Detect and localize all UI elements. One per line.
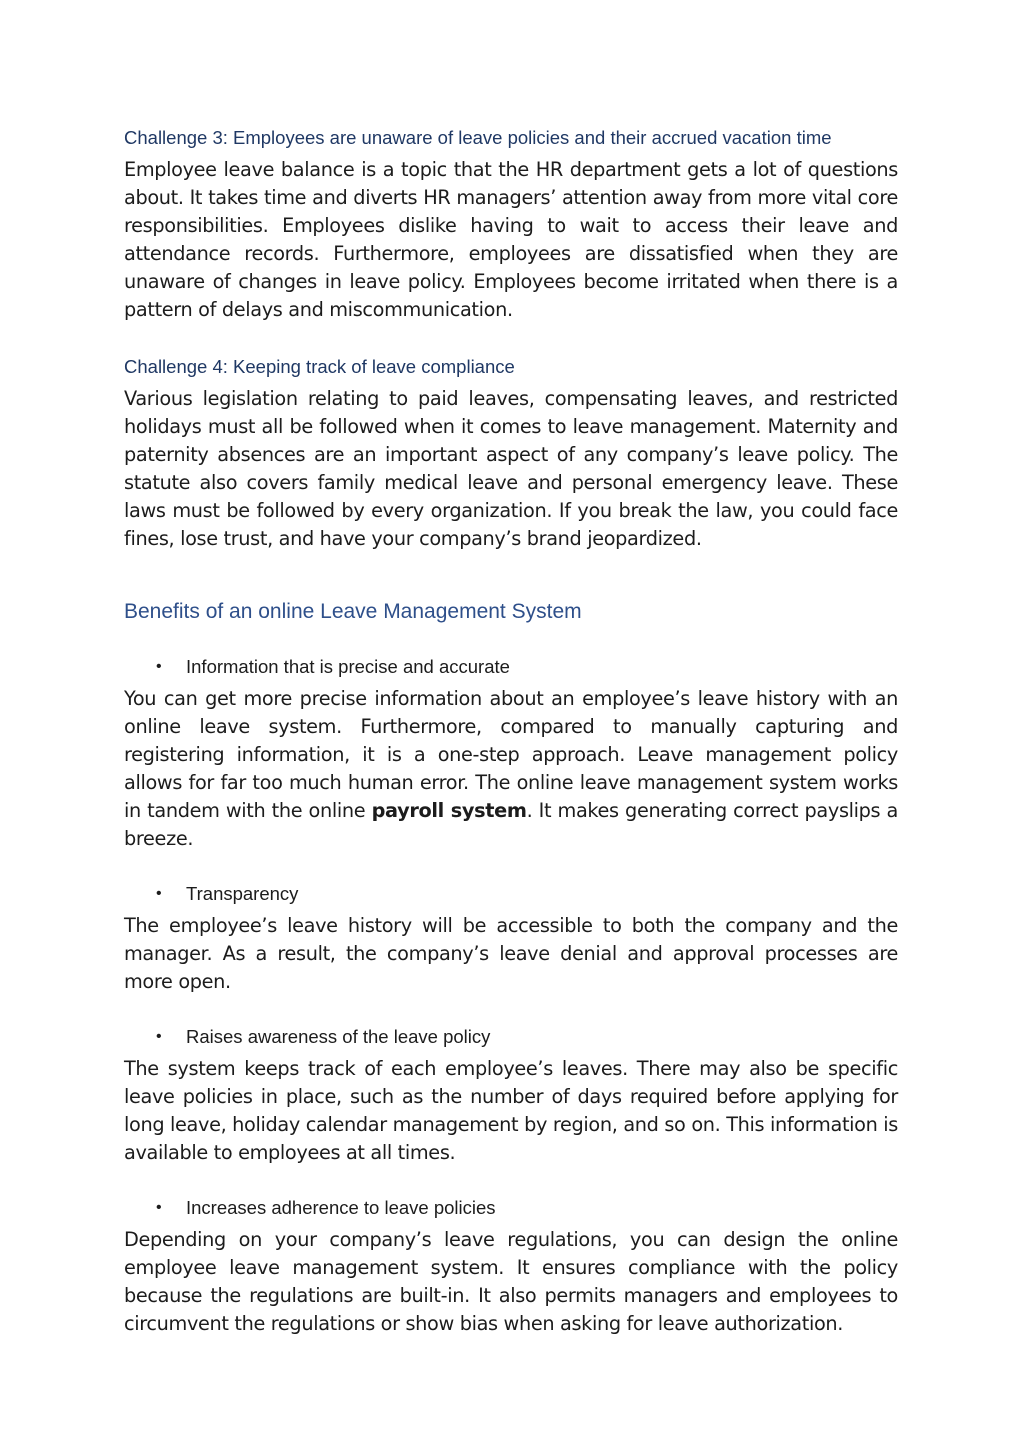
benefit-item-3-label: Raises awareness of the leave policy [186, 1026, 491, 1047]
benefit-item-4-body: Depending on your company’s leave regulations, you can design the online employee leave management system. It ensures compliance with the policy because the regulations are built-in. It also permits managers and employees to circumvent the regulations or show bias when asking for leave authorization. [124, 1228, 898, 1335]
benefit-item-1-heading [124, 653, 898, 681]
benefit-item-3-heading [124, 1023, 898, 1051]
benefit-item-1-body [124, 685, 898, 853]
benefit-item-1-body-end: . It makes generating correct payslips a breeze. [124, 799, 898, 850]
benefit-item-2-label: Transparency [186, 883, 299, 904]
challenge-3-heading: Challenge 3: Employees are unaware of leave policies and their accrued vacation time [124, 127, 832, 148]
payroll-system-term: payroll system [371, 799, 527, 822]
benefit-item-2-body: The employee’s leave history will be accessible to both the company and the manager. As a result, the company’s leave denial and approval processes are more open. [124, 914, 898, 993]
benefit-item-1-body-text: You can get more precise information about an employee’s leave history with an online leave system. Furthermore, compared to manually capturing and registering information, it is a one-step approach. Leave management policy allows for far too much human error. The online leave management system works in tandem with the online [124, 687, 898, 822]
bullet-icon: • [156, 658, 162, 675]
benefit-item-4-heading [124, 1194, 898, 1222]
challenge-3-body: Employee leave balance is a topic that the HR department gets a lot of questions about. It takes time and diverts HR managers’ attention away from more vital core responsibilities. Employees dislike having to wait to access their leave and attendance records. Furthermore, employees are dissatisfied when they are unaware of changes in leave policy. Employees become irritated when there is a pattern of delays and miscommunication. [124, 158, 898, 321]
benefit-item-2-heading [124, 880, 898, 908]
benefits-section-title: Benefits of an online Leave Management System [124, 600, 582, 623]
challenge-4-heading: Challenge 4: Keeping track of leave compliance [124, 356, 515, 377]
benefit-item-1-label: Information that is precise and accurate [186, 656, 510, 677]
document-page [124, 124, 898, 1338]
bullet-icon: • [156, 1028, 162, 1045]
benefit-item-4-label: Increases adherence to leave policies [186, 1197, 496, 1218]
challenge-4-body: Various legislation relating to paid leaves, compensating leaves, and restricted holidays must all be followed when it comes to leave management. Maternity and paternity absences are an important aspect of any company’s leave policy. The statute also covers family medical leave and personal emergency leave. These laws must be followed by every organization. If you break the law, you could face fines, lose trust, and have your company’s brand jeopardized. [124, 387, 898, 550]
bullet-icon: • [156, 885, 162, 902]
benefit-item-3-body: The system keeps track of each employee’s leaves. There may also be specific leave policies in place, such as the number of days required before applying for long leave, holiday calendar management by region, and so on. This information is available to employees at all times. [124, 1057, 898, 1164]
bullet-icon: • [156, 1199, 162, 1216]
